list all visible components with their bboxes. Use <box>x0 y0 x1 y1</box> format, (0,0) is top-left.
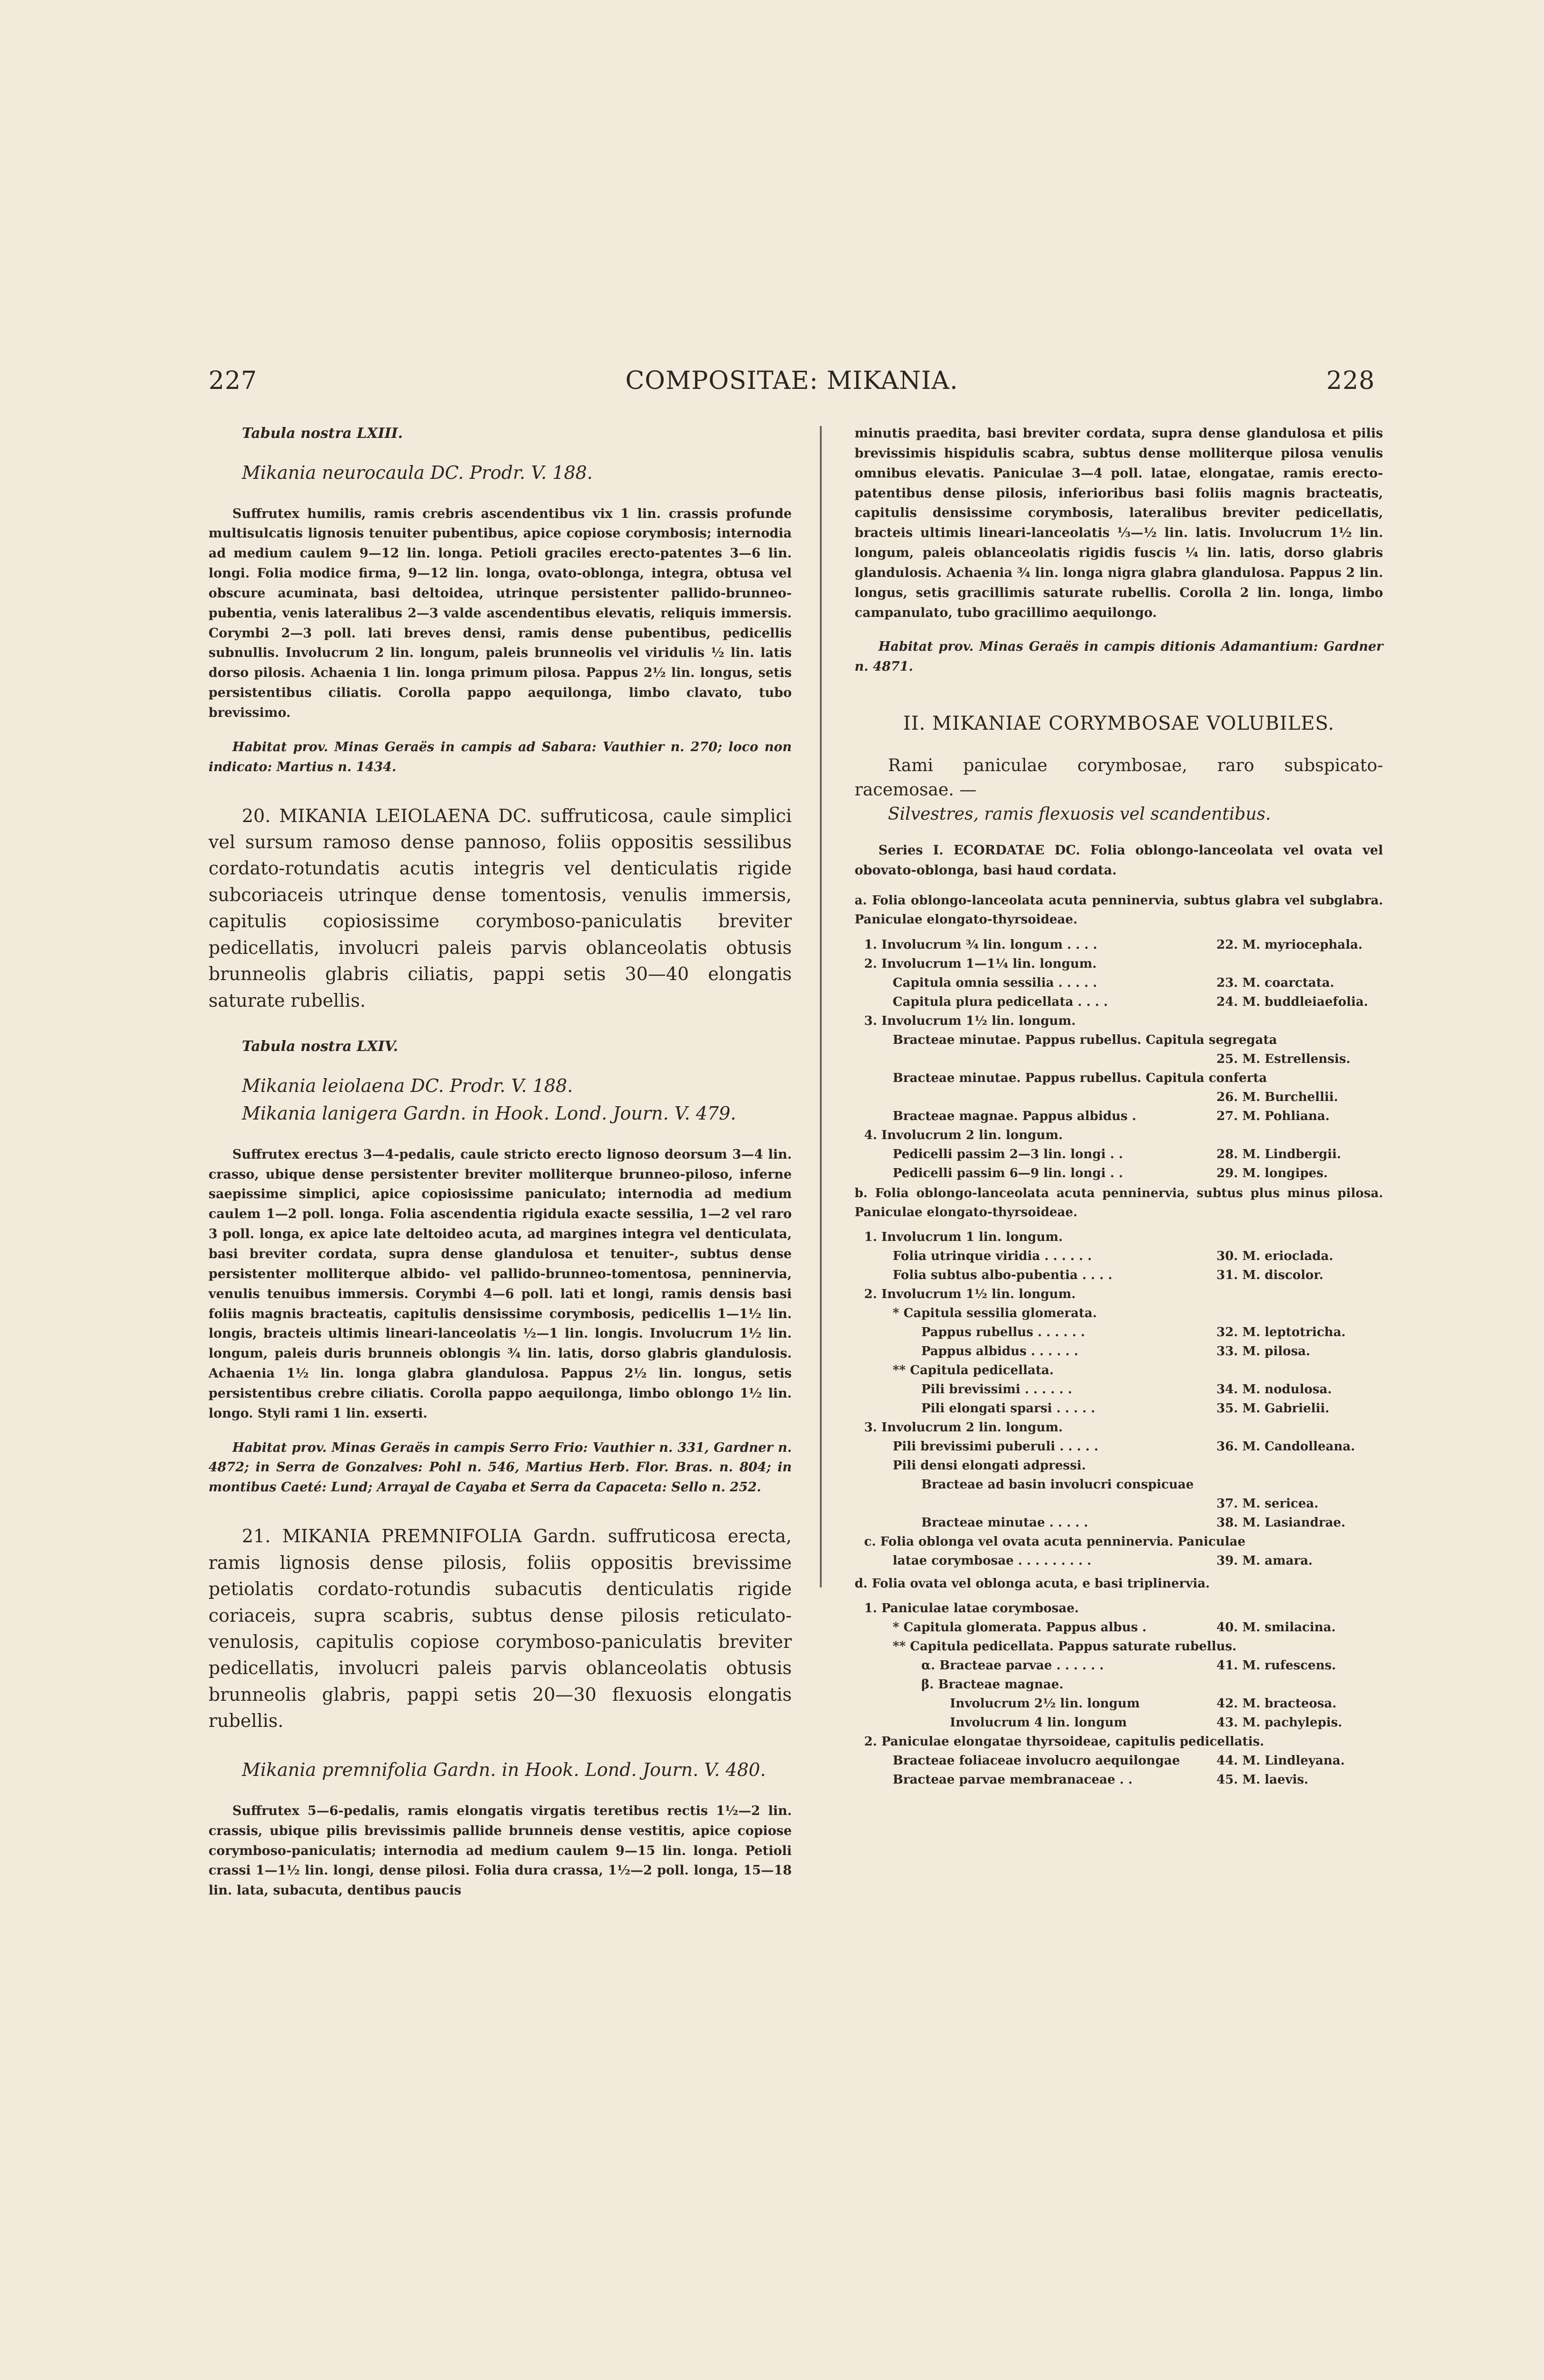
key-line-text: α. Bracteae parvae . . . . . . <box>921 1658 1104 1673</box>
key-line <box>855 1229 1383 1248</box>
identification-key <box>855 1600 1383 1790</box>
species-diagnosis: 21. MIKANIA PREMNIFOLIA Gardn. suffruticosa erecta, ramis lignosis dense pilosis, foliis oppositis brevissime petiolatis cordato-rotundis subacutis denticulatis rigide coriaceis, supra scabris, subtus dense pilosis reticulato-venulosis, capitulis copiose corymboso-paniculatis breviter pedicellatis, involucri paleis parvis oblanceolatis obtusis brunneolis glabris, pappi setis 20—30 flexuosis elongatis rubellis. <box>209 1526 792 1732</box>
series-heading: Series I. ECORDATAE DC. Folia oblongo-lanceolata vel ovata vel obovato-oblonga, basi haud cordata. <box>855 843 1383 878</box>
key-line <box>855 1146 1383 1165</box>
key-line <box>855 1495 1383 1514</box>
key-line <box>855 1286 1383 1305</box>
key-line-text: 4. Involucrum 2 lin. longum. <box>864 1128 1063 1142</box>
synonym: Mikania neurocaula DC. Prodr. V. 188. <box>242 462 593 483</box>
species-description-continued: minutis praedita, basi breviter cordata, supra dense glandulosa et pilis brevissimis hispidulis scabra, subtus dense molliterque pilosa venulis omnibus elevatis. Paniculae 3—4 poll. latae, elongatae, ramis erecto-patentibus dense pilosis, inferioribus basi foliis magnis bracteatis, capitulis densissime corymbosis, lateralibus breviter pedicellatis, bracteis ultimis lineari-lanceolatis ⅓—½ lin. latis. Involucrum 1½ lin. longum, paleis oblanceolatis rigidis fuscis ¼ lin. latis, dorso glabris glandulosis. Achaenia ¾ lin. longa nigra glabra glandulosa. Pappus 2 lin. longus, setis gracillimis saturate rubellis. Corolla 2 lin. longa, limbo campanulato, tubo gracillimo aequilongo. <box>855 426 1383 620</box>
key-line <box>855 1165 1383 1184</box>
key-line-text: Pedicelli passim 6—9 lin. longi . . <box>893 1166 1123 1180</box>
synonym: Mikania lanigera Gardn. in Hook. Lond. Journ. V. 479. <box>242 1102 737 1124</box>
key-line-text: Capitula omnia sessilia . . . . . <box>893 975 1097 990</box>
key-line <box>855 1400 1383 1419</box>
key-line <box>855 1070 1383 1089</box>
key-line-species: 30. M. eriocladа. <box>1216 1249 1334 1264</box>
key-line-species: 33. M. pilosa. <box>1216 1344 1310 1359</box>
key-line-text: Bracteae ad basin involucri conspicuae <box>921 1478 1194 1492</box>
key-line <box>855 1089 1383 1108</box>
page-number-left: 227 <box>209 367 258 395</box>
key-line <box>855 1552 1383 1571</box>
key-line <box>855 936 1383 955</box>
key-line-species: 38. M. Lasiandrae. <box>1216 1516 1345 1530</box>
key-line <box>855 1752 1383 1771</box>
key-line-text: Bracteae magnae. Pappus albidus . <box>893 1109 1136 1123</box>
key-line <box>855 974 1383 993</box>
key-line-species: 45. M. laevis. <box>1216 1773 1309 1787</box>
key-line <box>855 1619 1383 1638</box>
key-line-text: 1. Involucrum ¾ lin. longum . . . . <box>864 937 1097 952</box>
key-line <box>855 1676 1383 1695</box>
key-line <box>855 1514 1383 1533</box>
key-line <box>855 1714 1383 1733</box>
habitat-note: Habitat prov. Minas Geraës in campis ditionis Adamantium: Gardner n. 4871. <box>855 639 1383 674</box>
identification-key <box>855 936 1383 1184</box>
synonym: Mikania premnifolia Gardn. in Hook. Lond. Journ. V. 480. <box>242 1759 766 1780</box>
key-line-species: 26. M. Burchellii. <box>1216 1090 1338 1104</box>
key-line-species: 42. M. bracteosa. <box>1216 1696 1337 1711</box>
key-line-species: 32. M. leptotricha. <box>1216 1325 1346 1340</box>
key-line-text: Bracteae minutae. Pappus rubellus. Capitula conferta <box>893 1071 1267 1085</box>
key-line-text: Folia subtus albo-pubentia . . . . <box>893 1268 1113 1283</box>
key-line <box>855 1600 1383 1619</box>
key-line <box>855 1031 1383 1051</box>
species-diagnosis: 20. MIKANIA LEIOLAENA DC. suffruticosa, caule simplici vel sursum ramoso dense pannoso, foliis oppositis sessilibus cordato-rotundatis acutis integris vel denticulatis rigide subcoriaceis utrinque dense tomentosis, venulis immersis, capitulis copiosissime corymboso-paniculatis breviter pedicellatis, involucri paleis parvis oblanceolatis obtusis brunneolis glabris ciliatis, pappi setis 30—40 elongatis saturate rubellis. <box>209 805 792 1011</box>
key-line-text: Bracteae minutae. Pappus rubellus. Capitula segregata <box>893 1032 1277 1047</box>
key-line <box>855 1438 1383 1457</box>
key-line-text: Involucrum 2½ lin. longum <box>950 1696 1140 1711</box>
key-line-text: Pili densi elongati adpressi. <box>893 1458 1086 1473</box>
key-line-text: Pili elongati sparsi . . . . . <box>921 1401 1096 1416</box>
key-line-species: 25. M. Estrellensis. <box>1216 1051 1351 1066</box>
key-line <box>855 1533 1383 1552</box>
species-description: Suffrutex humilis, ramis crebris ascendentibus vix 1 lin. crassis profunde multisulcatis lignosis tenuiter pubentibus, apice copiose corymbosis; internodia ad medium caulem 9—12 lin. longa. Petioli graciles erecto-patentes 3—6 lin. longi. Folia modice firma, 9—12 lin. longa, ovato-oblonga, integra, obtusa vel obscure acuminata, basi deltoidea, utrinque persistenter pallido-brunneo-pubentia, venis lateralibus 2—3 valde ascendentibus elevatis, reliquis immersis. Corymbi 2—3 poll. lati breves densi, ramis dense pubentibus, pedicellis subnullis. Involucrum 2 lin. longum, paleis brunneolis vel viridulis ½ lin. latis dorso pilosis. Achaenia 1 lin. longa primum pilosa. Pappus 2½ lin. longus, setis persistentibus ciliatis. Corolla pappo aequilonga, limbo clavato, tubo brevissimo. <box>209 506 792 720</box>
section-description: Rami paniculae corymbosae, raro subspicato-racemosae. — <box>855 755 1383 800</box>
key-line <box>855 1248 1383 1267</box>
key-line <box>855 1108 1383 1127</box>
key-line-text: Bracteae minutae . . . . . <box>921 1516 1088 1530</box>
running-title: COMPOSITAE: MIKANIA. <box>625 367 958 395</box>
key-line-text: * Capitula sessilia glomerata. <box>893 1306 1097 1321</box>
key-line-text: 1. Involucrum 1 lin. longum. <box>864 1230 1063 1245</box>
right-column <box>855 424 1383 1790</box>
key-line <box>855 1733 1383 1752</box>
key-line-text: Pili brevissimi . . . . . . <box>921 1382 1072 1397</box>
key-line-species: 29. M. longipes. <box>1216 1166 1328 1180</box>
key-line-text: Pappus albidus . . . . . . <box>921 1344 1078 1359</box>
column-divider <box>820 426 822 1587</box>
key-line <box>855 1419 1383 1438</box>
key-group-heading: a. Folia oblongo-lanceolata acuta penninervia, subtus glabra vel subglabra. Paniculae elongato-thyrsoideae. <box>855 893 1383 927</box>
key-line-species: 23. M. coarctata. <box>1216 975 1335 990</box>
key-line <box>855 1127 1383 1146</box>
key-line <box>855 1051 1383 1070</box>
key-line <box>855 1657 1383 1676</box>
key-line-text: Folia utrinque viridia . . . . . . <box>893 1249 1092 1264</box>
species-description: Suffrutex erectus 3—4-pedalis, caule stricto erecto lignoso deorsum 3—4 lin. crasso, ubique dense persistenter breviter molliterque brunneo-piloso, inferne saepissime simplici, apice copiosissime paniculato; internodia ad medium caulem 1—2 poll. longa. Folia ascendentia rigidula exacte sessilia, 1—2 vel raro 3 poll. longa, ex apice late deltoideo acuta, ad margines integra vel denticulata, basi breviter cordata, supra dense glandulosa et tenuiter-, subtus dense persistenter molliterque albido- vel pallido-brunneo-tomentosa, penninervia, venulis tenuibus immersis. Corymbi 4—6 poll. lati et longi, ramis densis basi foliis magnis bracteatis, capitulis densissime corymbosis, pedicellis 1—1½ lin. longis, bracteis ultimis lineari-lanceolatis ½—1 lin. longis. Involucrum 1½ lin. longum, paleis duris brunneis oblongis ¾ lin. latis, dorso glabris glandulosis. Achaenia 1½ lin. longa glabra glandulosa. Pappus 2½ lin. longus, setis persistentibus crebre ciliatis. Corolla pappo aequilonga, limbo oblongo 1½ lin. longo. Styli rami 1 lin. exserti. <box>209 1147 792 1421</box>
species-description: Suffrutex 5—6-pedalis, ramis elongatis virgatis teretibus rectis 1½—2 lin. crassis, ubique pilis brevissimis pallide brunneis dense vestitis, apice copiose corymboso-paniculatis; internodia ad medium caulem 9—15 lin. longa. Petioli crassi 1—1½ lin. longi, dense pilosi. Folia dura crassa, 1½—2 poll. longa, 15—18 lin. lata, subacuta, dentibus paucis <box>209 1803 792 1898</box>
habitat-note: Habitat prov. Minas Geraës in campis Serro Frio: Vauthier n. 331, Gardner n. 4872; in Serra de Gonzalves: Pohl n. 546, Martius Herb. Flor. Bras. n. 804; in montibus Caeté: Lund; Arrayal de Cayaba et Serra da Capaceta: Sello n. 252. <box>209 1440 792 1495</box>
key-line <box>855 1381 1383 1400</box>
key-line-species: 43. M. pachylepis. <box>1216 1716 1343 1730</box>
identification-key <box>855 1229 1383 1533</box>
key-line-text: Pappus rubellus . . . . . . <box>921 1325 1085 1340</box>
key-line-text: * Capitula glomerata. Pappus albus . <box>893 1620 1147 1635</box>
key-line-species: 34. M. nodulosa. <box>1216 1382 1332 1397</box>
key-line-species: 31. M. discolor. <box>1216 1268 1324 1283</box>
key-line-text: ** Capitula pedicellata. <box>893 1363 1054 1378</box>
key-line-text: 2. Paniculae elongatae thyrsoideae, capitulis pedicellatis. <box>864 1735 1265 1749</box>
section-description-italic: Silvestres, ramis flexuosis vel scandentibus. <box>888 804 1271 824</box>
key-line-species: 27. M. Pohliana. <box>1216 1109 1330 1123</box>
key-line-text: Involucrum 4 lin. longum <box>950 1716 1127 1730</box>
key-line <box>855 1012 1383 1031</box>
key-line <box>855 1324 1383 1343</box>
key-group-heading: d. Folia ovata vel oblonga acuta, e basi triplinervia. <box>855 1577 1210 1591</box>
key-line-species: 22. M. myriocephala. <box>1216 937 1363 952</box>
plate-reference: Tabula nostra LXIII. <box>242 425 403 442</box>
key-line-text: 3. Involucrum 1½ lin. longum. <box>864 1013 1076 1028</box>
key-line <box>855 1343 1383 1362</box>
key-line-species: 36. M. Candolleana. <box>1216 1439 1355 1454</box>
key-line-species: 44. M. Lindleyana. <box>1216 1754 1345 1768</box>
section-heading: II. MIKANIAE CORYMBOSAE VOLUBILES. <box>903 713 1335 735</box>
page-number-right: 228 <box>1326 367 1375 395</box>
plate-reference: Tabula nostra LXIV. <box>242 1038 398 1055</box>
key-line <box>855 1476 1383 1495</box>
key-line <box>855 1362 1383 1381</box>
key-line <box>855 1695 1383 1714</box>
key-line-text: Bracteae parvae membranaceae . . <box>893 1773 1133 1787</box>
key-line-text: β. Bracteae magnae. <box>921 1677 1064 1692</box>
key-group-heading: b. Folia oblongo-lanceolata acuta penninervia, subtus plus minus pilosa. Paniculae elongato-thyrsoideae. <box>855 1186 1383 1220</box>
key-line-text: ** Capitula pedicellata. Pappus saturate rubellus. <box>893 1639 1237 1654</box>
key-line-species: 37. M. sericea. <box>1216 1497 1319 1511</box>
key-line-text: c. Folia oblonga vel ovata acuta penninervia. Paniculae <box>864 1535 1245 1549</box>
key-line-text: 2. Involucrum 1½ lin. longum. <box>864 1287 1076 1302</box>
key-line <box>855 1305 1383 1324</box>
key-line-species: 41. M. rufescens. <box>1216 1658 1336 1673</box>
key-line-text: Pili brevissimi puberuli . . . . . <box>893 1439 1098 1454</box>
identification-key <box>855 1533 1383 1571</box>
key-line-species: 39. M. amara. <box>1216 1554 1313 1568</box>
habitat-note: Habitat prov. Minas Geraës in campis ad Sabara: Vauthier n. 270; loco non indicato: Martius n. 1434. <box>209 739 792 774</box>
key-line-species: 24. M. buddleiaefolia. <box>1216 994 1368 1009</box>
key-line <box>855 1457 1383 1476</box>
key-line-text: latae corymbosae . . . . . . . . . <box>893 1554 1092 1568</box>
key-line-text: Pedicelli passim 2—3 lin. longi . . <box>893 1147 1123 1161</box>
key-line-text: 3. Involucrum 2 lin. longum. <box>864 1420 1063 1435</box>
key-line <box>855 955 1383 974</box>
key-line-text: Capitula plura pedicellata . . . . <box>893 994 1108 1009</box>
key-line <box>855 1638 1383 1657</box>
key-line-species: 40. M. smilacina. <box>1216 1620 1336 1635</box>
key-line <box>855 1267 1383 1286</box>
running-header <box>209 367 1375 405</box>
key-line-text: 1. Paniculae latae corymbosae. <box>864 1601 1079 1616</box>
synonym: Mikania leiolaena DC. Prodr. V. 188. <box>242 1075 573 1096</box>
key-line-text: 2. Involucrum 1—1¼ lin. longum. <box>864 956 1097 971</box>
key-line-text: Bracteae foliaceae involucro aequilongae <box>893 1754 1180 1768</box>
key-line-species: 28. M. Lindbergii. <box>1216 1147 1341 1161</box>
key-line <box>855 1771 1383 1790</box>
key-line <box>855 993 1383 1012</box>
left-column <box>209 424 792 1915</box>
key-line-species: 35. M. Gabrielii. <box>1216 1401 1330 1416</box>
